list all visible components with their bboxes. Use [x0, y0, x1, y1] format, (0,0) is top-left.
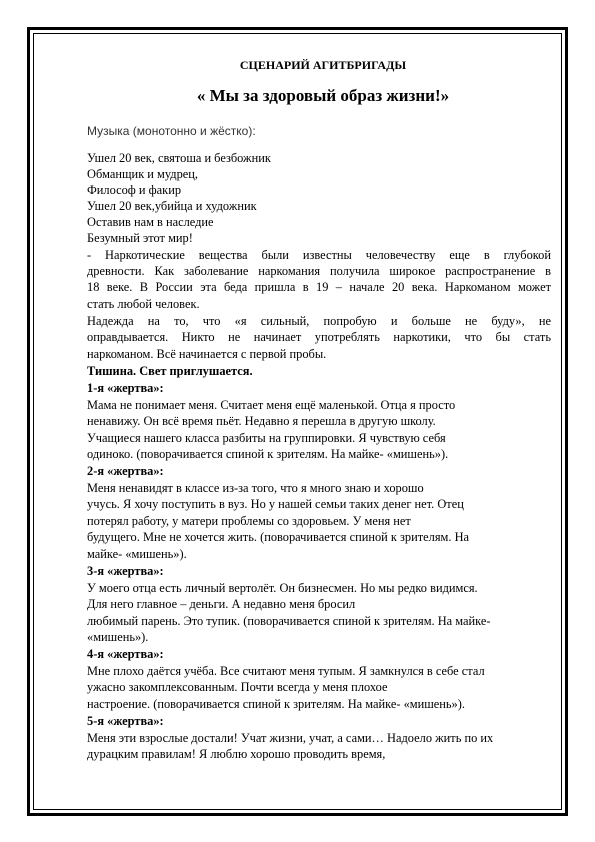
victim-line: майке- «мишень»). — [87, 547, 187, 561]
victim-line: «мишень»). — [87, 630, 149, 644]
intro-line: древности. Как заболевание наркомания получила широкое распространение в — [87, 264, 551, 278]
poem-line: Философ и факир — [87, 183, 182, 197]
intro-line: Надежда на то, что «я сильный, попробую и больше не буду», не — [87, 314, 551, 328]
victim-label: 1-я «жертва»: — [87, 381, 164, 395]
victim-label: 4-я «жертва»: — [87, 647, 164, 661]
victim-line: учусь. Я хочу поступить в вуз. Но у нашей семьи таких денег нет. Отец — [87, 497, 464, 511]
poem-line: Ушел 20 век,убийца и художник — [87, 199, 257, 213]
victim-line: будущего. Мне не хочется жить. (поворачивается спиной к зрителям. На — [87, 530, 470, 544]
victim-line: Мама не понимает меня. Считает меня ещё маленькой. Отца я просто — [87, 398, 456, 412]
victim-line: Меня эти взрослые достали! Учат жизни, учат, а сами… Надоело жить по их — [87, 731, 494, 745]
victim-line: Для него главное – деньги. А недавно меня бросил — [87, 597, 356, 611]
intro-line: оправдывается. Никто не начинает употреблять наркотики, что бы стать — [87, 330, 551, 344]
intro-line: - Наркотические вещества были известны человечеству еще в глубокой — [87, 248, 551, 262]
victim-line: любимый парень. Это тупик. (поворачивается спиной к зрителям. На майке- — [87, 614, 491, 628]
intro-line: наркоманом. Всё начинается с первой пробы. — [87, 347, 327, 361]
victim-line: дурацким правилам! Я люблю хорошо проводить время, — [87, 747, 386, 761]
victim-line: ужасно закомплексованным. Почти всегда у меня плохое — [87, 680, 388, 694]
victim-label: 5-я «жертва»: — [87, 714, 164, 728]
poem-line: Обманщик и мудрец, — [87, 167, 199, 181]
victim-line: одиноко. (поворачивается спиной к зрителям. На майке- «мишень»). — [87, 447, 449, 461]
intro-line: 18 веке. В России эта беда пришла в 19 – начале 20 века. Наркоманом может — [87, 280, 551, 294]
document-title: « Мы за здоровый образ жизни!» — [196, 86, 450, 105]
document-heading: СЦЕНАРИЙ АГИТБРИГАДЫ — [239, 58, 407, 72]
intro-line: стать любой человек. — [87, 297, 200, 311]
poem-line: Безумный этот мир! — [87, 231, 193, 245]
victim-line: ненавижу. Он всё время пьёт. Недавно я перешла в другую школу. — [87, 414, 436, 428]
victim-line: настроение. (поворачивается спиной к зрителям. На майке- «мишень»). — [87, 697, 465, 711]
music-note: Музыка (монотонно и жёстко): — [87, 124, 256, 138]
victim-line: Учащиеся нашего класса разбиты на группировки. Я чувствую себя — [87, 431, 446, 445]
stage-direction: Тишина. Свет приглушается. — [87, 364, 253, 378]
victim-line: Меня ненавидят в классе из-за того, что я много знаю и хорошо — [87, 481, 424, 495]
poem-line: Оставив нам в наследие — [87, 215, 214, 229]
victim-line: У моего отца есть личный вертолёт. Он бизнесмен. Но мы редко видимся. — [87, 581, 478, 595]
victim-line: потерял работу, у матери проблемы со здоровьем. У меня нет — [87, 514, 411, 528]
victim-line: Мне плохо даётся учёба. Все считают меня тупым. Я замкнулся в себе стал — [87, 664, 485, 678]
poem-line: Ушел 20 век, святоша и безбожник — [87, 151, 271, 165]
victim-label: 3-я «жертва»: — [87, 564, 164, 578]
victim-label: 2-я «жертва»: — [87, 464, 164, 478]
